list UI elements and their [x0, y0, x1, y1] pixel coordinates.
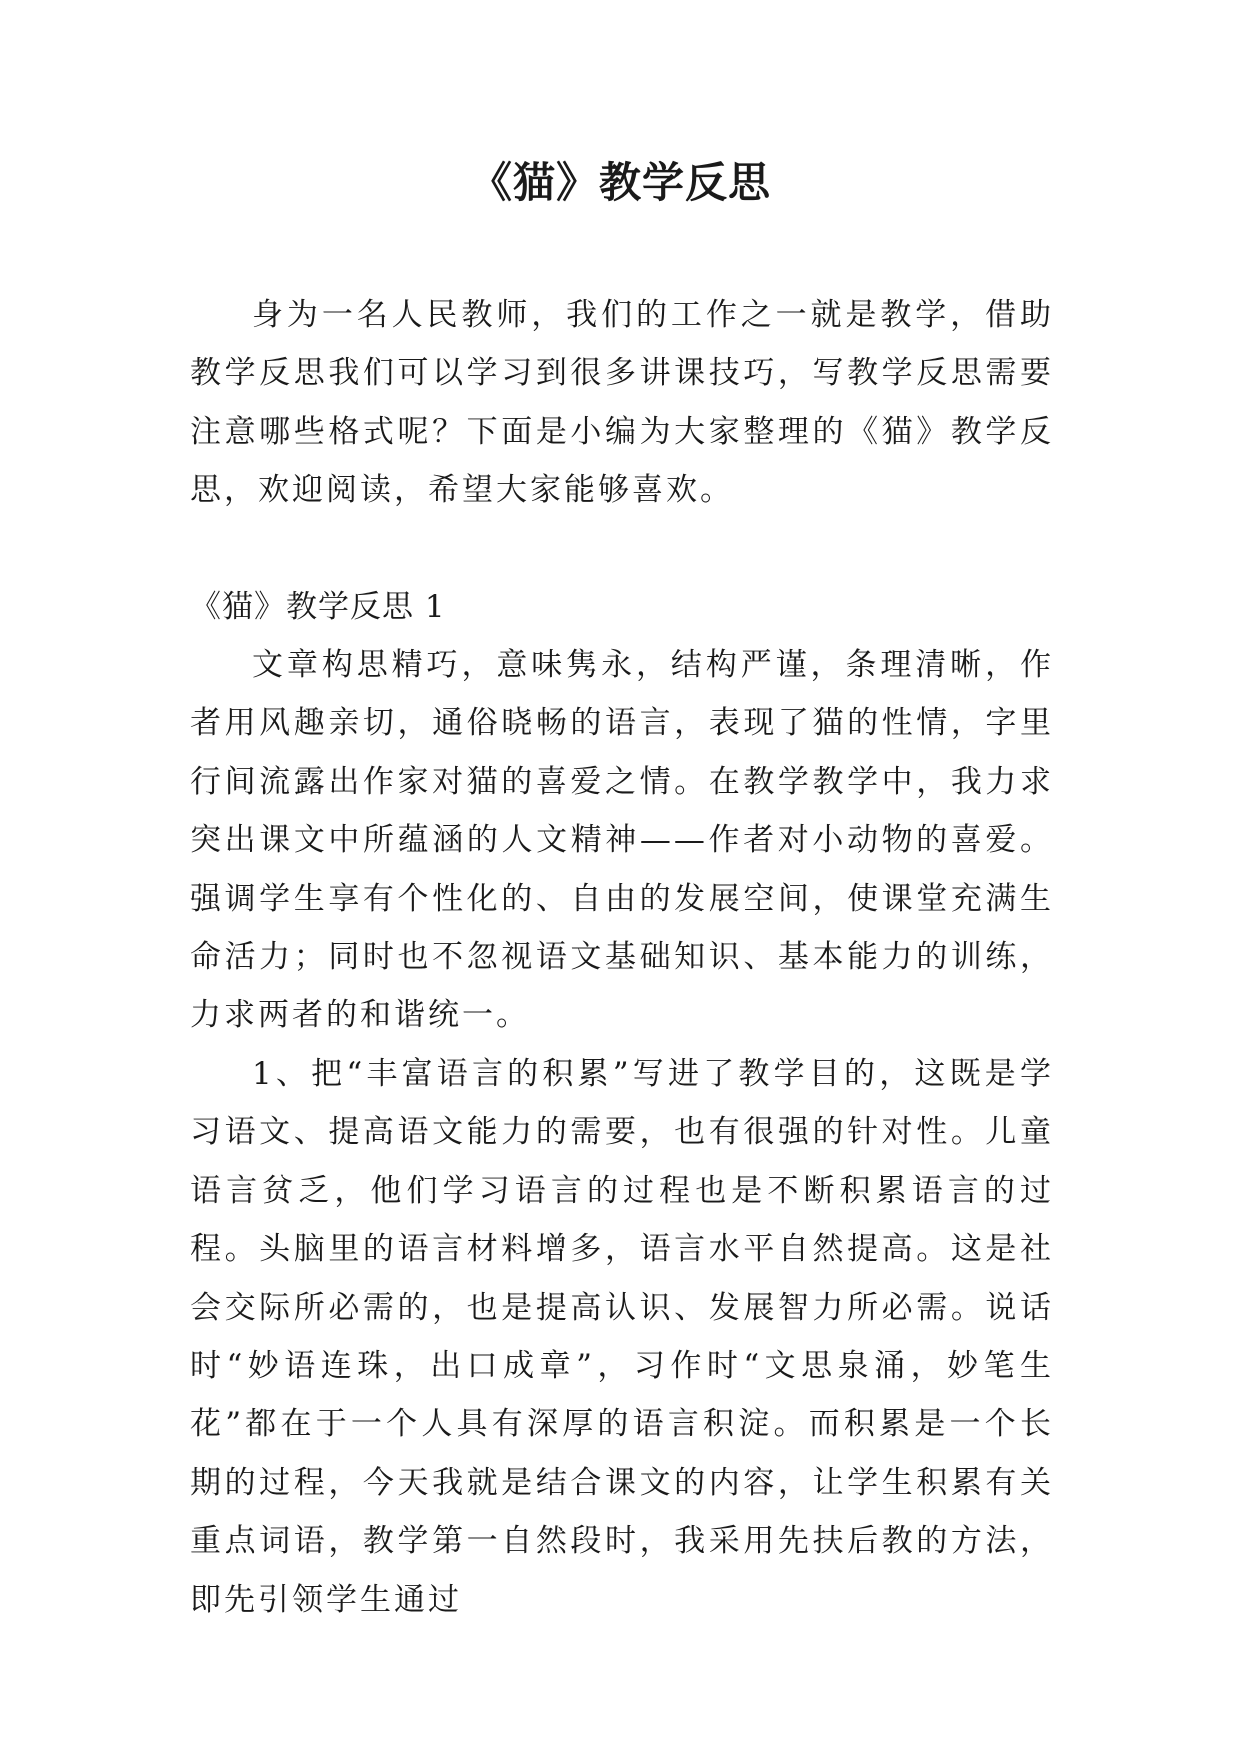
- intro-paragraph: 身为一名人民教师，我们的工作之一就是教学，借助教学反思我们可以学习到很多讲课技巧，写教学反思需要注意哪些格式呢？下面是小编为大家整理的《猫》教学反思，欢迎阅读，希望大家能够喜欢。: [190, 297, 1054, 509]
- body-paragraph-1: 文章构思精巧，意味隽永，结构严谨，条理清晰，作者用风趣亲切，通俗晓畅的语言，表现了猫的性情，字里行间流露出作家对猫的喜爱之情。在教学教学中，我力求突出课文中所蕴涵的人文精神——作者对小动物的喜爱。强调学生享有个性化的、自由的发展空间，使课堂充满生命活力；同时也不忽视语文基础知识、基本能力的训练，力求两者的和谐统一。: [190, 647, 1054, 1034]
- section-heading: 《猫》教学反思 1: [190, 588, 446, 625]
- document-body: [190, 286, 1054, 1629]
- body-paragraph-2: 1、把“丰富语言的积累”写进了教学目的，这既是学习语文、提高语文能力的需要，也有很强的针对性。儿童语言贫乏，他们学习语言的过程也是不断积累语言的过程。头脑里的语言材料增多，语言水平自然提高。这是社会交际所必需的，也是提高认识、发展智力所必需。说话时“妙语连珠，出口成章”，习作时“文思泉涌，妙笔生花”都在于一个人具有深厚的语言积淀。而积累是一个长期的过程，今天我就是结合课文的内容，让学生积累有关重点词语，教学第一自然段时，我采用先扶后教的方法，即先引领学生通过: [190, 1055, 1054, 1618]
- document-title: 《猫》教学反思: [469, 158, 771, 207]
